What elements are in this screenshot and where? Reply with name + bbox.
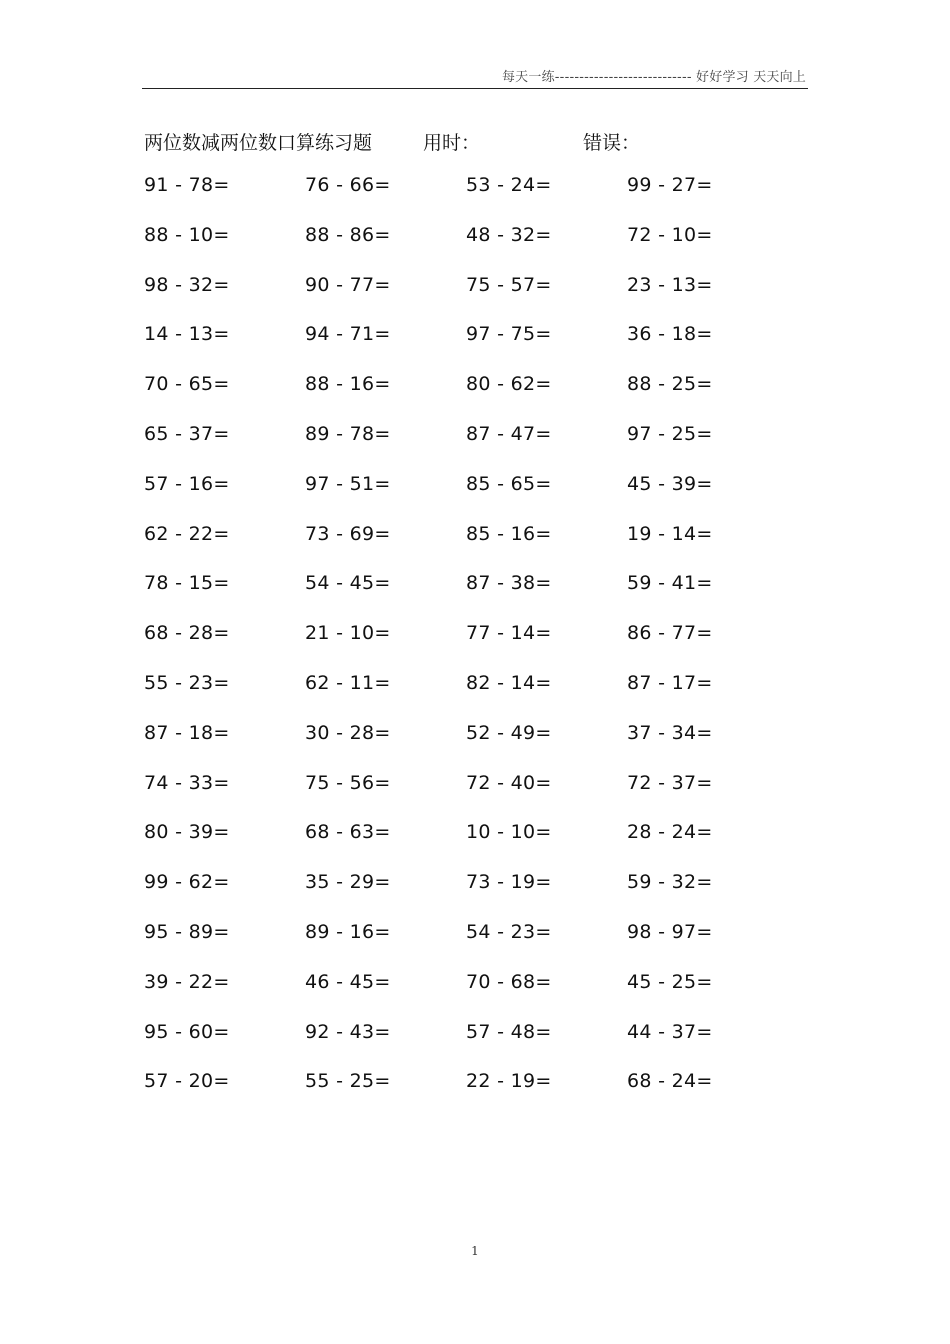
problem-item: 68 - 24=: [627, 1070, 713, 1093]
problem-item: 35 - 29=: [305, 871, 391, 894]
problem-item: 54 - 45=: [305, 572, 391, 595]
problem-item: 65 - 37=: [144, 422, 230, 445]
problem-item: 57 - 48=: [466, 1020, 552, 1043]
page-number: 1: [471, 1244, 479, 1258]
problem-item: 98 - 32=: [144, 273, 230, 296]
problem-item: 88 - 25=: [627, 373, 713, 396]
problem-item: 36 - 18=: [627, 323, 713, 346]
problem-item: 80 - 62=: [466, 373, 552, 396]
problem-row: [144, 572, 824, 622]
problem-item: 75 - 56=: [305, 771, 391, 794]
problem-item: 54 - 23=: [466, 920, 552, 943]
problem-item: 72 - 10=: [627, 223, 713, 246]
problem-item: 87 - 17=: [627, 671, 713, 694]
problem-item: 90 - 77=: [305, 273, 391, 296]
problem-row: [144, 971, 824, 1021]
time-used-label: 用时：: [423, 132, 481, 154]
problem-item: 87 - 38=: [466, 572, 552, 595]
errors-label: 错误：: [583, 132, 641, 154]
problem-item: 45 - 39=: [627, 472, 713, 495]
problem-row: [144, 323, 824, 373]
problem-row: [144, 523, 824, 573]
problem-item: 74 - 33=: [144, 771, 230, 794]
problem-item: 70 - 68=: [466, 970, 552, 993]
problem-item: 75 - 57=: [466, 273, 552, 296]
problem-item: 91 - 78=: [144, 174, 230, 196]
problem-item: 59 - 41=: [627, 572, 713, 595]
problem-row: [144, 174, 824, 224]
title-row: [144, 128, 824, 158]
problem-item: 87 - 47=: [466, 422, 552, 445]
problem-item: 94 - 71=: [305, 323, 391, 346]
problem-item: 46 - 45=: [305, 970, 391, 993]
problem-row: [144, 622, 824, 672]
problem-item: 92 - 43=: [305, 1020, 391, 1043]
problem-item: 85 - 65=: [466, 472, 552, 495]
problem-item: 82 - 14=: [466, 671, 552, 694]
page-header: [142, 64, 808, 89]
problem-item: 97 - 51=: [305, 472, 391, 495]
problem-item: 28 - 24=: [627, 821, 713, 844]
problem-row: [144, 772, 824, 822]
problem-item: 14 - 13=: [144, 323, 230, 346]
worksheet-title: 两位数减两位数口算练习题: [144, 132, 373, 154]
problem-item: 95 - 89=: [144, 920, 230, 943]
problem-item: 22 - 19=: [466, 1070, 552, 1093]
problem-item: 62 - 22=: [144, 522, 230, 545]
problem-item: 21 - 10=: [305, 622, 391, 645]
problem-item: 97 - 25=: [627, 422, 713, 445]
problem-item: 44 - 37=: [627, 1020, 713, 1043]
problem-item: 39 - 22=: [144, 970, 230, 993]
problem-row: [144, 672, 824, 722]
problem-row: [144, 473, 824, 523]
problem-item: 30 - 28=: [305, 721, 391, 744]
problem-item: 95 - 60=: [144, 1020, 230, 1043]
problem-row: [144, 423, 824, 473]
problem-item: 87 - 18=: [144, 721, 230, 744]
problem-row: [144, 224, 824, 274]
problem-grid: [144, 174, 824, 1120]
problem-row: [144, 921, 824, 971]
problem-item: 19 - 14=: [627, 522, 713, 545]
problem-row: [144, 373, 824, 423]
problem-row: [144, 871, 824, 921]
problem-item: 76 - 66=: [305, 174, 391, 196]
problem-item: 59 - 32=: [627, 871, 713, 894]
problem-row: [144, 274, 824, 324]
problem-item: 88 - 10=: [144, 223, 230, 246]
problem-item: 48 - 32=: [466, 223, 552, 246]
header-text: 每天一练---------------------------- 好好学习 天天向上: [501, 70, 806, 85]
problem-item: 73 - 19=: [466, 871, 552, 894]
problem-item: 97 - 75=: [466, 323, 552, 346]
problem-item: 89 - 16=: [305, 920, 391, 943]
problem-item: 23 - 13=: [627, 273, 713, 296]
problem-item: 77 - 14=: [466, 622, 552, 645]
problem-item: 10 - 10=: [466, 821, 552, 844]
problem-item: 98 - 97=: [627, 920, 713, 943]
problem-item: 72 - 37=: [627, 771, 713, 794]
problem-item: 86 - 77=: [627, 622, 713, 645]
problem-item: 99 - 62=: [144, 871, 230, 894]
problem-item: 80 - 39=: [144, 821, 230, 844]
problem-item: 37 - 34=: [627, 721, 713, 744]
problem-item: 89 - 78=: [305, 422, 391, 445]
problem-item: 85 - 16=: [466, 522, 552, 545]
problem-item: 88 - 86=: [305, 223, 391, 246]
problem-item: 52 - 49=: [466, 721, 552, 744]
problem-row: [144, 1070, 824, 1120]
problem-item: 55 - 23=: [144, 671, 230, 694]
problem-item: 78 - 15=: [144, 572, 230, 595]
problem-row: [144, 821, 824, 871]
problem-item: 68 - 63=: [305, 821, 391, 844]
problem-item: 99 - 27=: [627, 174, 713, 196]
problem-row: [144, 722, 824, 772]
problem-row: [144, 1021, 824, 1071]
problem-item: 57 - 16=: [144, 472, 230, 495]
problem-item: 53 - 24=: [466, 174, 552, 196]
problem-item: 68 - 28=: [144, 622, 230, 645]
problem-item: 55 - 25=: [305, 1070, 391, 1093]
problem-item: 88 - 16=: [305, 373, 391, 396]
problem-item: 62 - 11=: [305, 671, 391, 694]
problem-item: 57 - 20=: [144, 1070, 230, 1093]
problem-item: 45 - 25=: [627, 970, 713, 993]
problem-item: 73 - 69=: [305, 522, 391, 545]
problem-item: 72 - 40=: [466, 771, 552, 794]
problem-item: 70 - 65=: [144, 373, 230, 396]
